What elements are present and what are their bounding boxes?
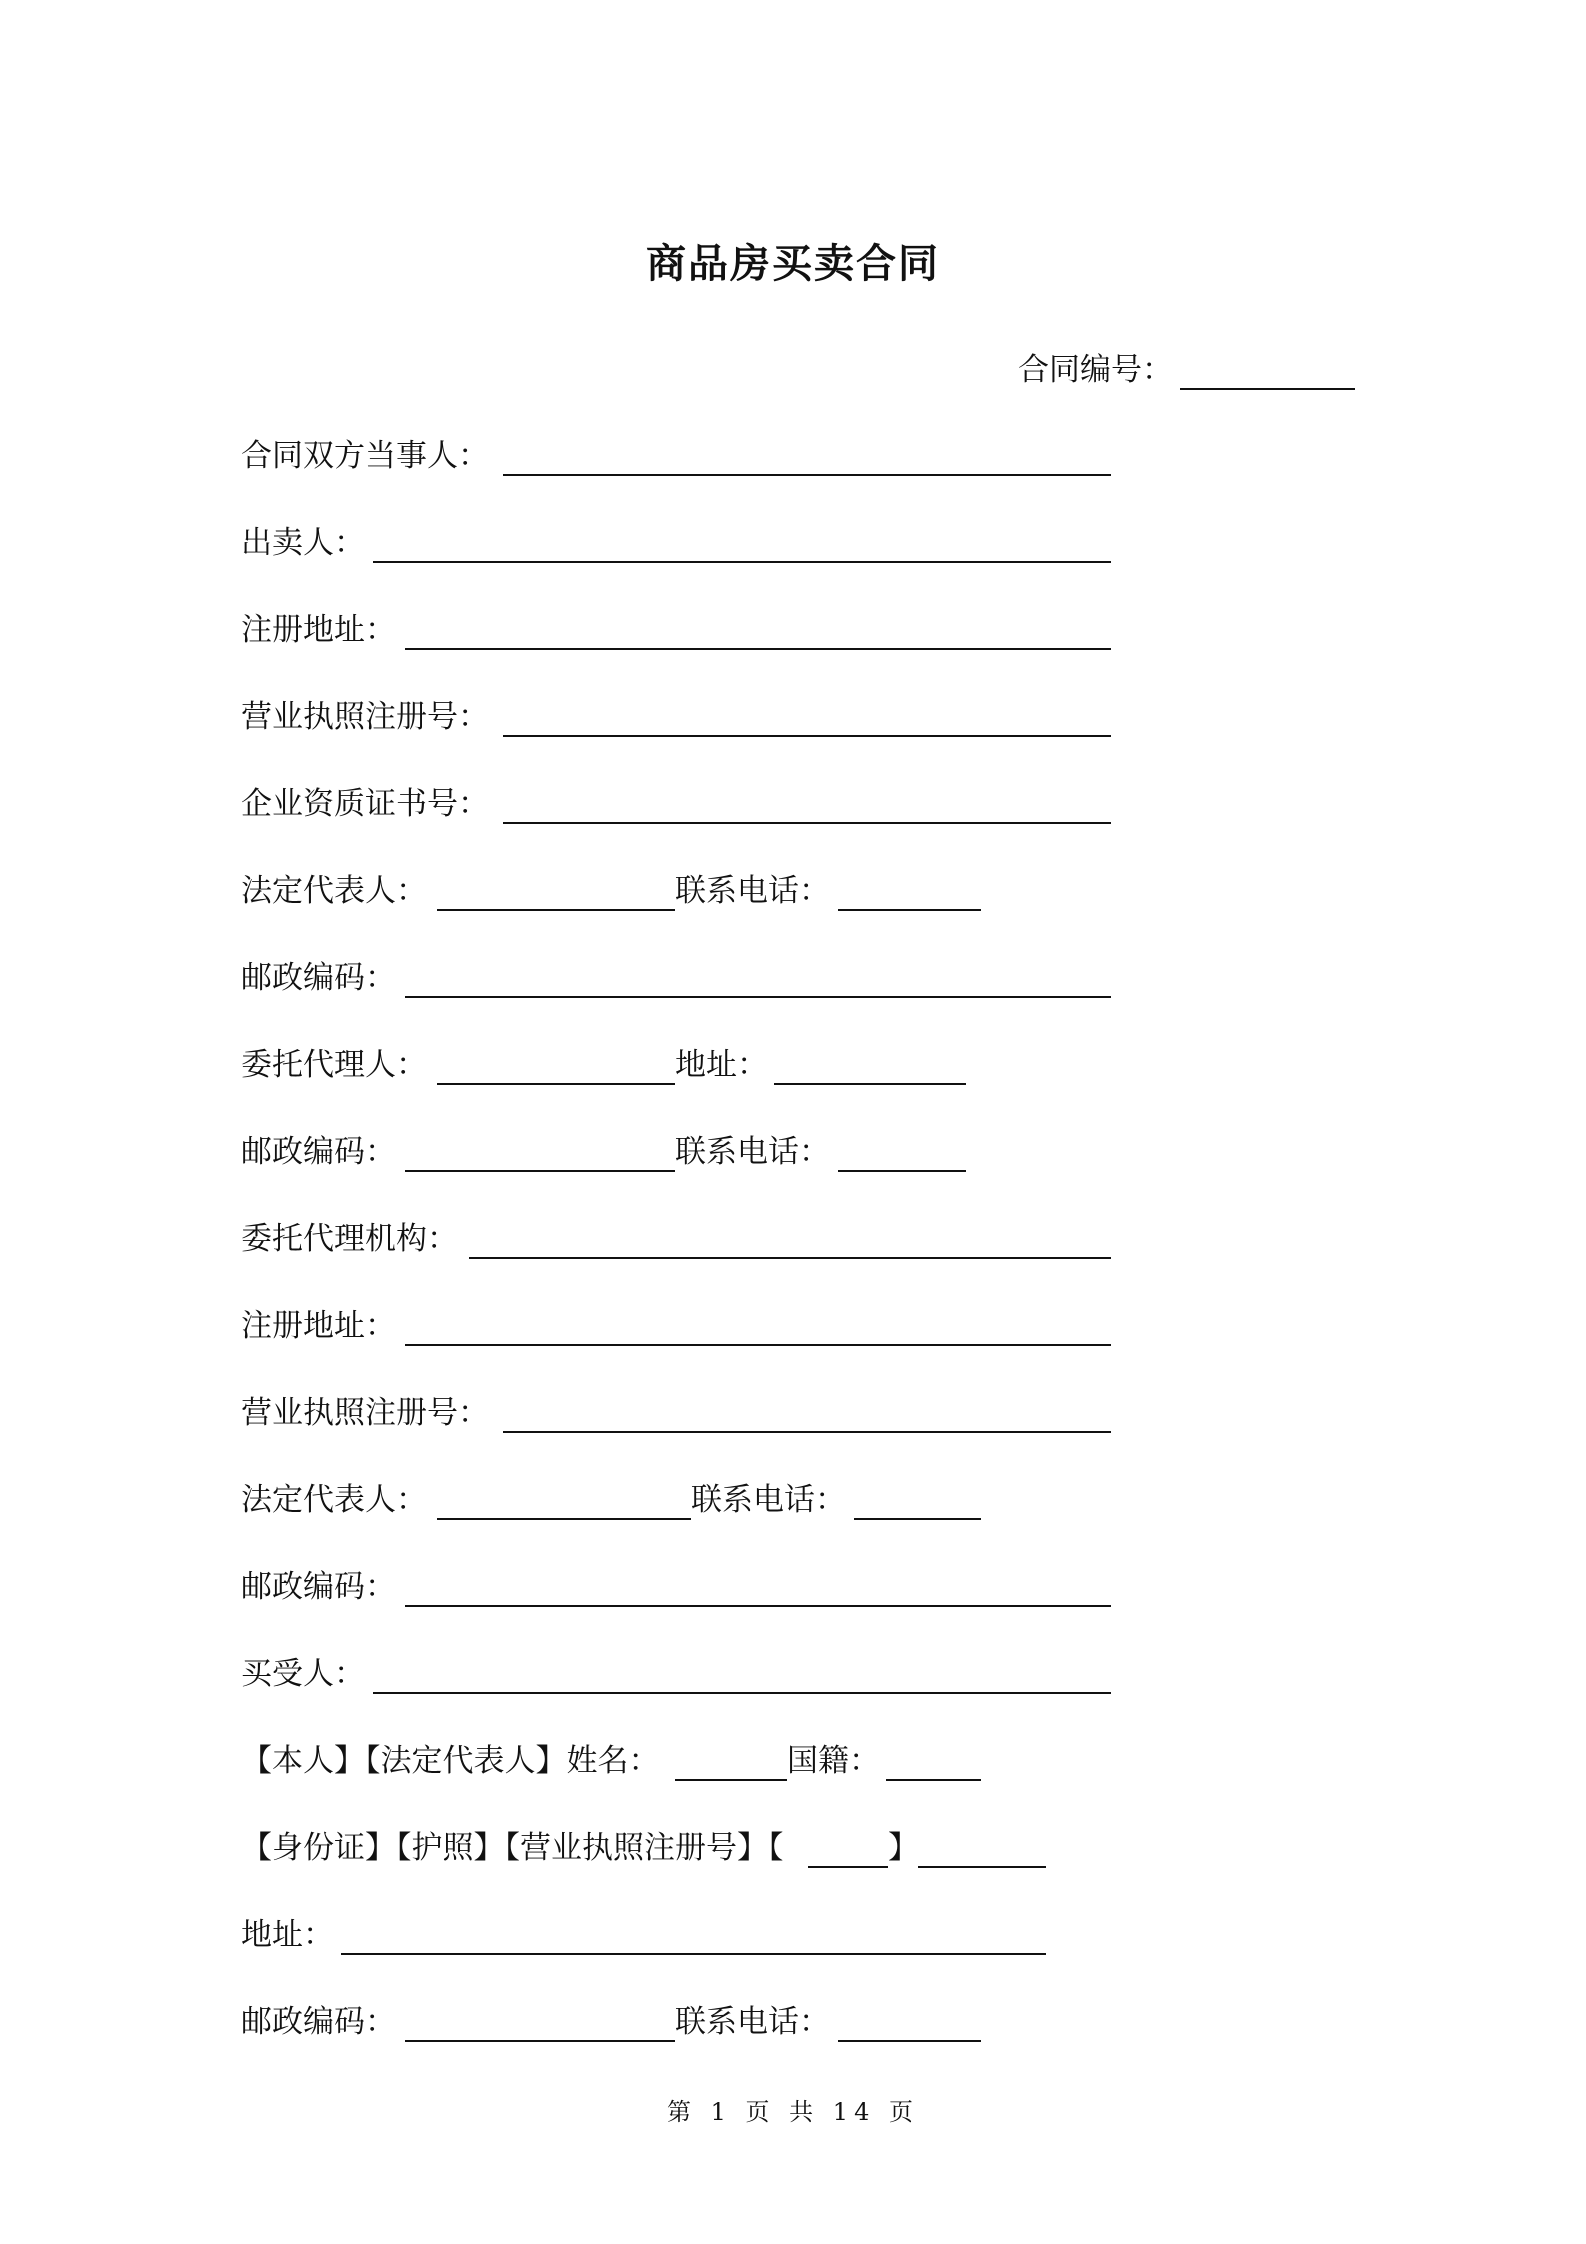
- agent-label: 委托代理人：: [241, 1047, 427, 1083]
- parties-blank[interactable]: [503, 474, 1111, 476]
- qualification-blank[interactable]: [503, 822, 1111, 824]
- qualification-label: 企业资质证书号：: [241, 786, 489, 822]
- agent-addr-blank[interactable]: [774, 1083, 966, 1085]
- page-footer: 第 1 页 共 14 页: [667, 2098, 919, 2126]
- legal-rep-label-2: 法定代表人：: [241, 1482, 427, 1518]
- phone-blank-1[interactable]: [838, 909, 981, 911]
- buyer-addr-label: 地址：: [241, 1917, 334, 1953]
- postcode-label-1: 邮政编码：: [241, 960, 396, 996]
- legal-rep-blank-2[interactable]: [437, 1518, 691, 1520]
- seller-label: 出卖人：: [241, 525, 365, 561]
- seller-blank[interactable]: [373, 561, 1111, 563]
- reg-addr-label-1: 注册地址：: [241, 612, 396, 648]
- name-blank[interactable]: [675, 1779, 787, 1781]
- license-blank-2[interactable]: [503, 1431, 1111, 1433]
- phone-label-4: 联系电话：: [675, 2004, 830, 2040]
- buyer-label: 买受人：: [241, 1656, 365, 1692]
- phone-label-1: 联系电话：: [675, 873, 830, 909]
- phone-label-3: 联系电话：: [691, 1482, 846, 1518]
- phone-blank-2[interactable]: [838, 1170, 966, 1172]
- agent-addr-label: 地址：: [675, 1047, 768, 1083]
- buyer-type-label: 【本人】【法定代表人】姓名：: [241, 1743, 660, 1779]
- contract-number-row: [1018, 348, 1173, 392]
- reg-addr-label-2: 注册地址：: [241, 1308, 396, 1344]
- nationality-blank[interactable]: [886, 1779, 981, 1781]
- id-type-label: 【身份证】【护照】【营业执照注册号】【: [241, 1830, 784, 1866]
- phone-label-2: 联系电话：: [675, 1134, 830, 1170]
- postcode-blank-4[interactable]: [405, 2040, 675, 2042]
- postcode-label-4: 邮政编码：: [241, 2004, 396, 2040]
- id-other-blank[interactable]: [808, 1866, 888, 1868]
- buyer-addr-blank[interactable]: [341, 1953, 1046, 1955]
- parties-label: 合同双方当事人：: [241, 438, 489, 474]
- agent-blank[interactable]: [437, 1083, 675, 1085]
- license-blank-1[interactable]: [503, 735, 1111, 737]
- postcode-blank-1[interactable]: [405, 996, 1111, 998]
- id-number-blank[interactable]: [918, 1866, 1046, 1868]
- id-type-close-bracket: 】: [888, 1830, 919, 1866]
- contract-number-label: 合同编号：: [1018, 352, 1173, 388]
- postcode-label-3: 邮政编码：: [241, 1569, 396, 1605]
- postcode-blank-3[interactable]: [405, 1605, 1111, 1607]
- postcode-blank-2[interactable]: [405, 1170, 675, 1172]
- agency-label: 委托代理机构：: [241, 1221, 458, 1257]
- nationality-label: 国籍：: [787, 1743, 880, 1779]
- buyer-blank[interactable]: [373, 1692, 1111, 1694]
- license-label-1: 营业执照注册号：: [241, 699, 489, 735]
- postcode-label-2: 邮政编码：: [241, 1134, 396, 1170]
- legal-rep-blank-1[interactable]: [437, 909, 675, 911]
- contract-number-blank[interactable]: [1180, 388, 1355, 390]
- phone-blank-4[interactable]: [838, 2040, 981, 2042]
- reg-addr-blank-1[interactable]: [405, 648, 1111, 650]
- agency-blank[interactable]: [469, 1257, 1111, 1259]
- legal-rep-label-1: 法定代表人：: [241, 873, 427, 909]
- document-title: 商品房买卖合同: [646, 241, 940, 287]
- phone-blank-3[interactable]: [854, 1518, 981, 1520]
- license-label-2: 营业执照注册号：: [241, 1395, 489, 1431]
- reg-addr-blank-2[interactable]: [405, 1344, 1111, 1346]
